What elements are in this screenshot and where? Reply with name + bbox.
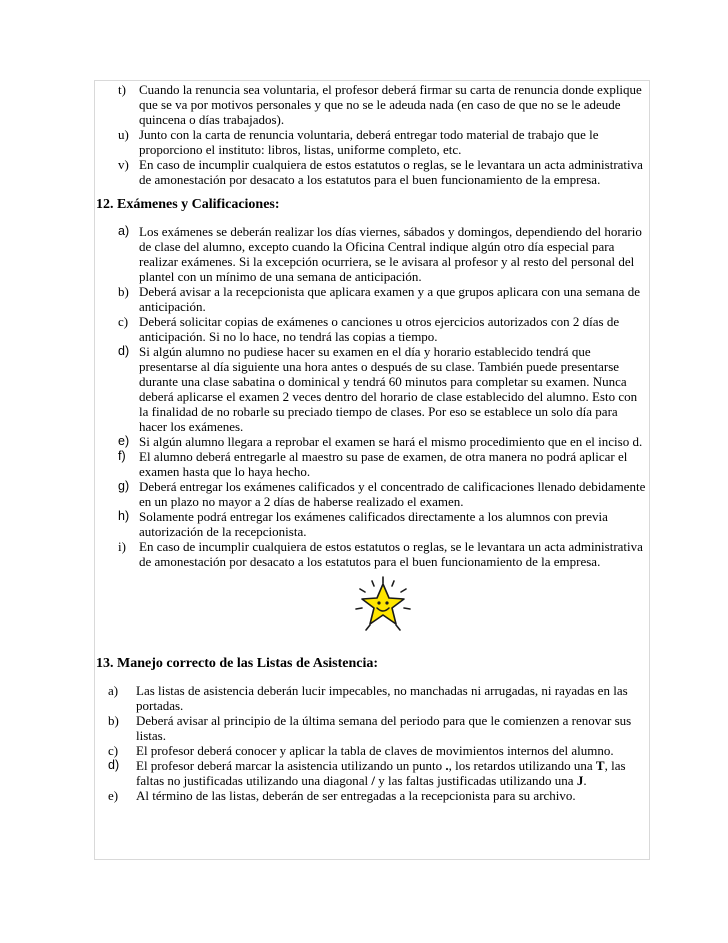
list-item: e) Si algún alumno llegara a reprobar el examen se hará el mismo procedimiento que en el inciso d.	[118, 434, 643, 449]
list-item: e) Al término de las listas, deberán de ser entregadas a la recepcionista para su archivo.	[108, 788, 576, 803]
document-content	[96, 82, 648, 803]
list-item: d) Si algún alumno no pudiese hacer su examen en el día y horario establecido tendrá que presentarse al día siguiente una hora antes o después de su clase. También puede presentarse durante una clase sabatina o dominical y tendrá 60 minutos para completar su examen. Nunca deberá aplicarse el examen 2 veces dentro del horario de clase establecido del alumno. Esto con la finalidad de no robarle su preciado tiempo de clases. Por eso se establece un solo día para hacer los exámenes.	[118, 344, 638, 434]
list-item: c) El profesor deberá conocer y aplicar la tabla de claves de movimientos internos del alumno.	[108, 743, 614, 758]
section-13-heading: 13. Manejo correcto de las Listas de Asistencia:	[96, 656, 379, 671]
section-12-list	[96, 224, 648, 569]
list-item: a) Las listas de asistencia deberán lucir impecables, no manchadas ni arrugadas, ni rayadas en las portadas.	[108, 683, 628, 713]
list-item: d) El profesor deberá marcar la asistencia utilizando un punto ., los retardos utilizando una T, las faltas no justificadas utilizando una diagonal / y las faltas justificadas utilizando una J.	[108, 758, 626, 788]
list-item: i) En caso de incumplir cualquiera de estos estatutos o reglas, se le levantara un acta administrativa de amonestación por desacato a los estatutos para el buen funcionamiento de la empresa.	[118, 539, 643, 569]
list-item: b) Deberá avisar al principio de la última semana del periodo para que le comienzen a renovar sus listas.	[108, 713, 632, 743]
list-item: g) Deberá entregar los exámenes calificados y el concentrado de calificaciones llenado debidamente en un plazo no mayor a 2 días de haberse realizado el examen.	[118, 479, 646, 509]
list-item: t) Cuando la renuncia sea voluntaria, el profesor deberá firmar su carta de renuncia donde explique que se va por motivos personales y que no se le adeuda nada (en caso de que no se le adeude quincena o días trabajados).	[118, 82, 642, 127]
list-item: c) Deberá solicitar copias de exámenes o canciones u otros ejercicios autorizados con 2 días de anticipación. Si no lo hace, no tendrá las copias a tiempo.	[118, 314, 620, 344]
list-top	[96, 82, 648, 187]
star-illustration	[96, 575, 648, 637]
list-item: b) Deberá avisar a la recepcionista que aplicara examen y a que grupos aplicara con una semana de anticipación.	[118, 284, 640, 314]
list-item: u) Junto con la carta de renuncia voluntaria, deberá entregar todo material de trabajo que le proporciono el instituto: libros, listas, uniforme completo, etc.	[118, 127, 599, 157]
smiling-star-icon	[352, 575, 414, 635]
section-13-list	[96, 683, 648, 803]
list-item: v) En caso de incumplir cualquiera de estos estatutos o reglas, se le levantara un acta administrativa de amonestación por desacato a los estatutos para el buen funcionamiento de la empresa.	[118, 157, 643, 187]
list-item: f) El alumno deberá entregarle al maestro su pase de examen, de otra manera no podrá aplicar el examen hasta que lo haya hecho.	[118, 449, 628, 479]
list-item: a) Los exámenes se deberán realizar los días viernes, sábados y domingos, dependiendo del horario de clase del alumno, excepto cuando la Oficina Central indique algún otro día especial para realizar exámenes. Si la excepción ocurriera, se le avisara al profesor y al resto del personal del plantel con un mínimo de una semana de anticipación.	[118, 224, 642, 284]
list-item: h) Solamente podrá entregar los exámenes calificados directamente a los alumnos con previa autorización de la recepcionista.	[118, 509, 608, 539]
section-12-heading: 12. Exámenes y Calificaciones:	[96, 197, 280, 212]
